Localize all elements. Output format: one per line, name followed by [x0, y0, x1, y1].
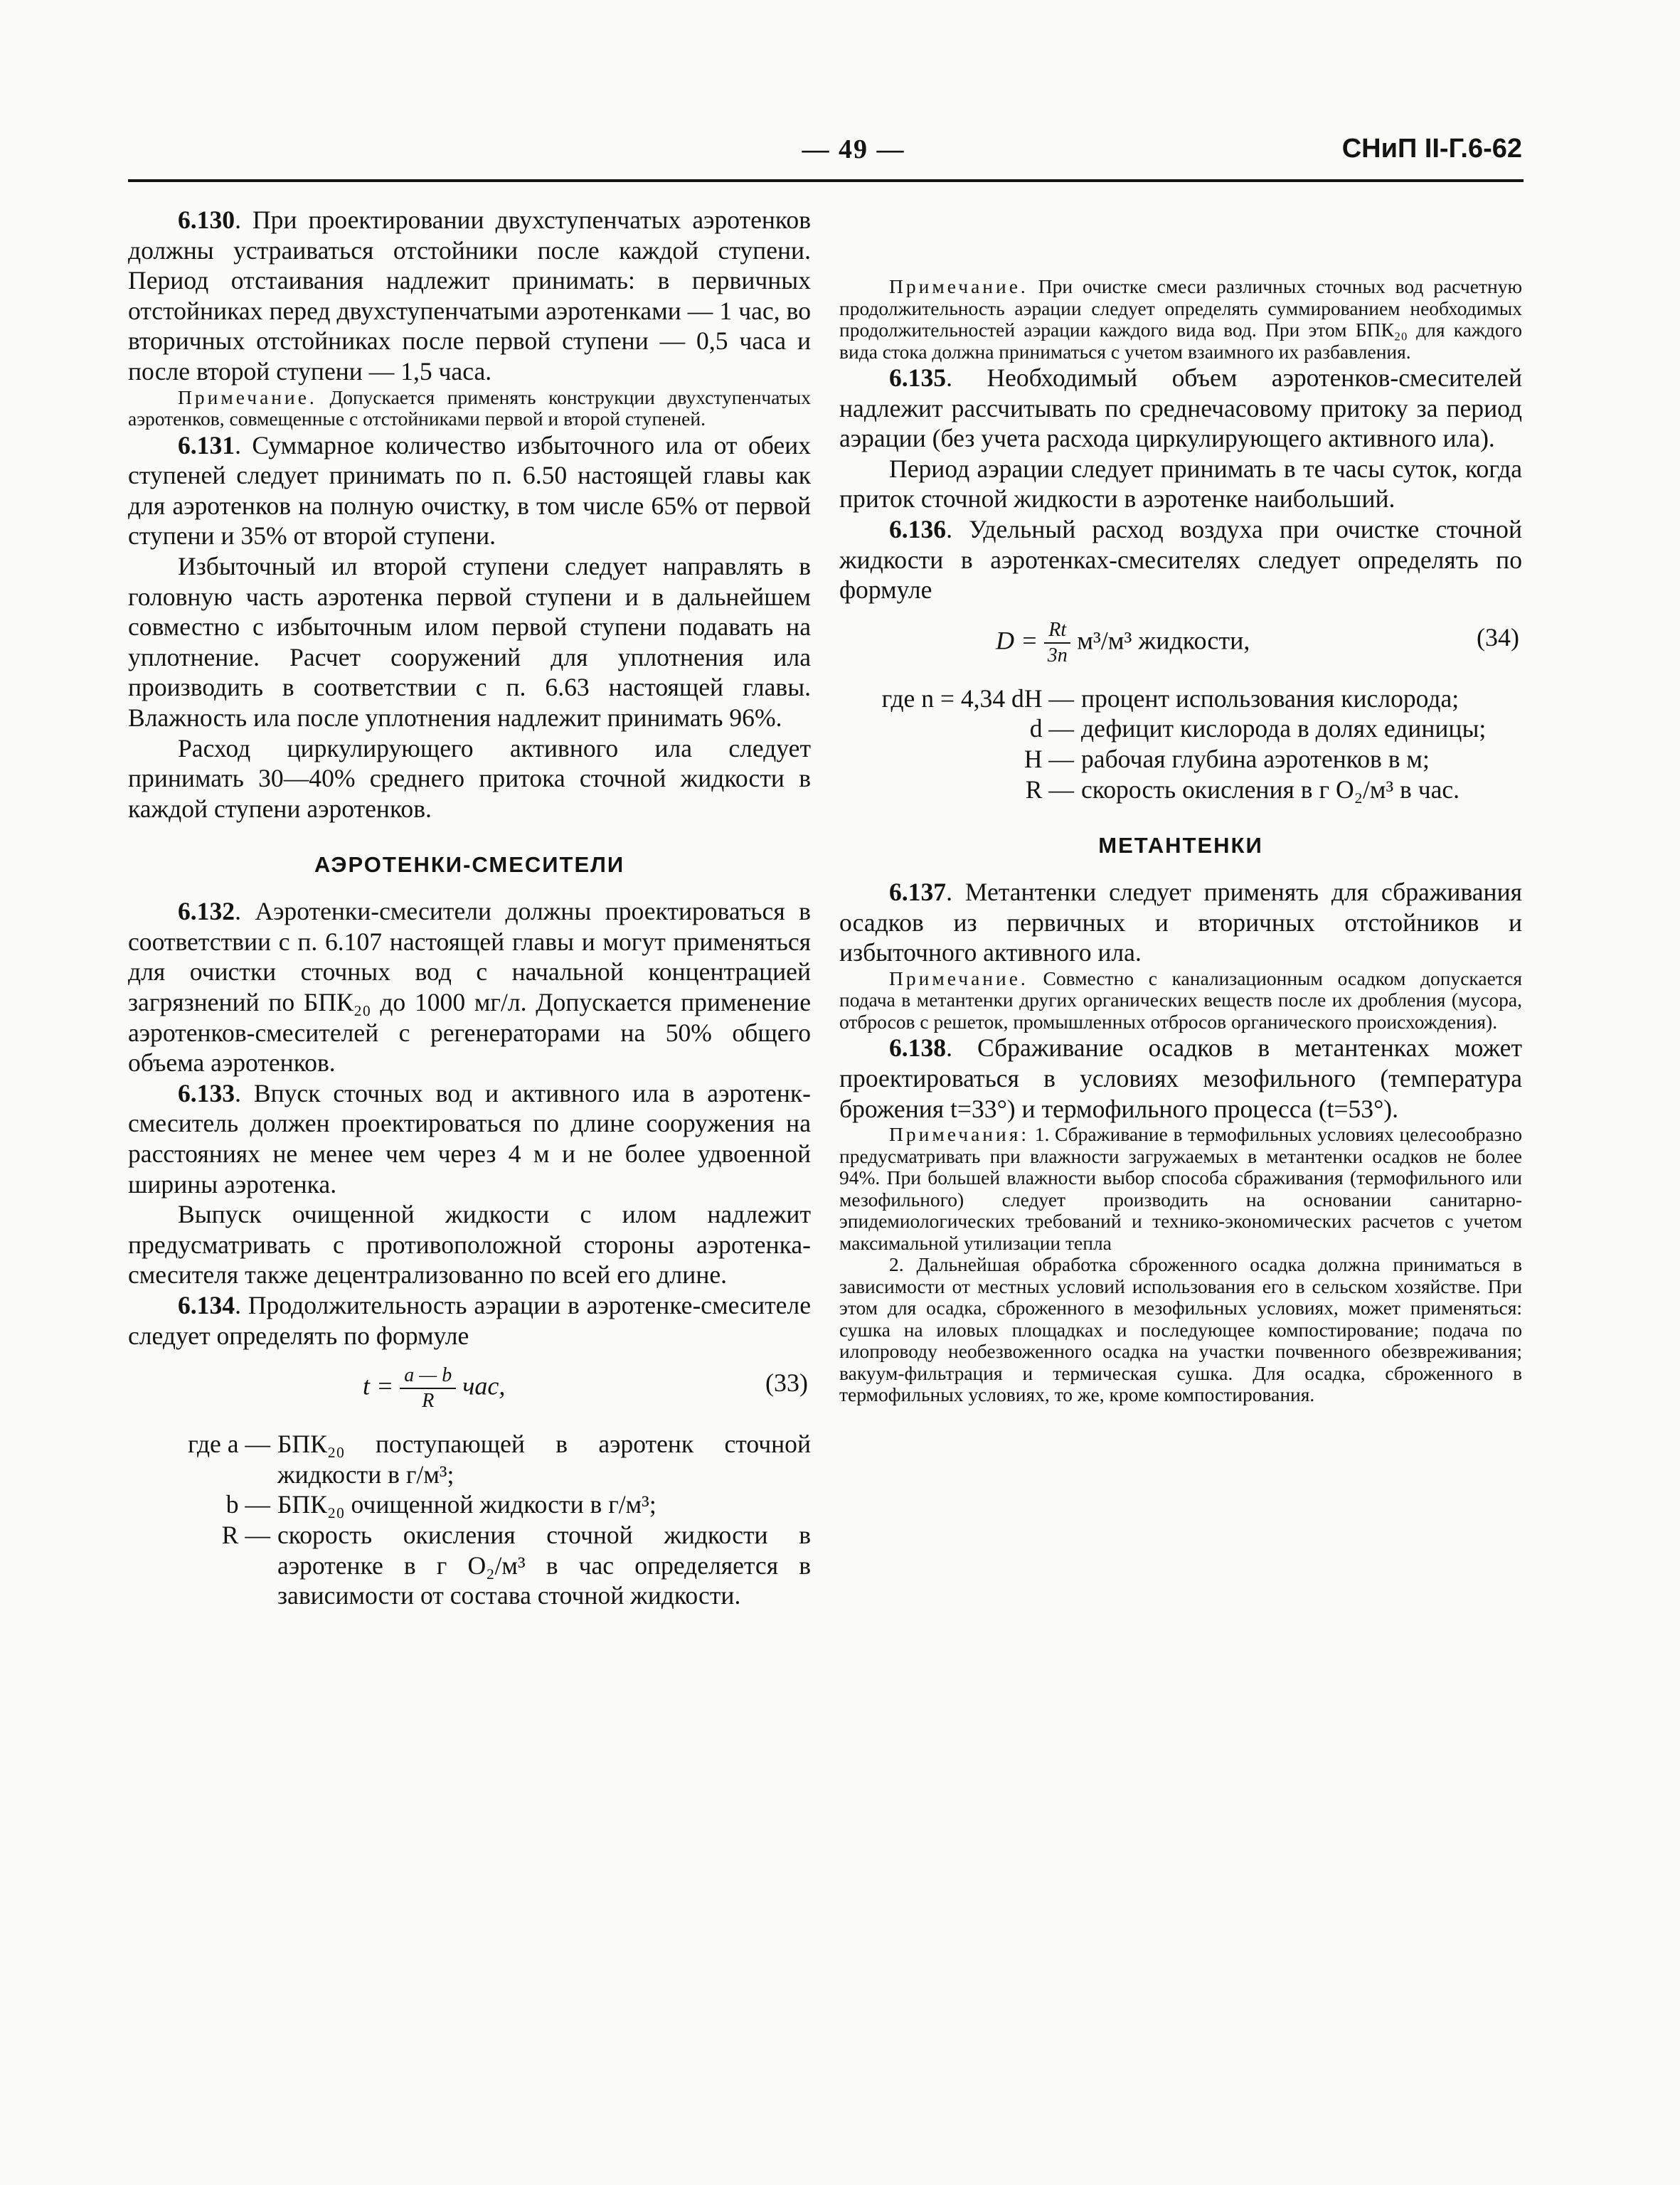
- note-6-137: [839, 968, 1522, 1033]
- note-label: Примечание.: [178, 386, 317, 408]
- clause-number: 6.137: [889, 878, 947, 907]
- definition-item: [128, 1520, 811, 1611]
- formula-number: (33): [765, 1368, 808, 1398]
- definition-text: БПК₂₀ поступающей в аэротенк сточной жидкости в г/м³;: [277, 1430, 811, 1489]
- right-column: [839, 205, 1522, 1406]
- clause-text: . Впуск сточных вод и активного ила в аэротенк-смеситель должен проектироваться по длине сооружения на расстояниях не менее чем через 4 м и не более удвоенной ширины аэротенка.: [128, 1078, 811, 1198]
- formula-lhs: t =: [363, 1371, 394, 1400]
- clause-6-133: [128, 1078, 811, 1199]
- formula-fraction: [400, 1363, 456, 1413]
- clause-6-134: [128, 1290, 811, 1351]
- clause-number: 6.130: [178, 206, 235, 234]
- clause-6-131: [128, 430, 811, 551]
- fraction-denominator: R: [422, 1390, 435, 1413]
- definition-text: рабочая глубина аэротенков в м;: [1081, 744, 1430, 773]
- page-number: — 49 —: [802, 134, 905, 164]
- fraction-numerator: Rt: [1044, 618, 1070, 644]
- section-heading-methane-tanks: МЕТАНТЕНКИ: [1098, 833, 1263, 858]
- definition-item: [128, 1429, 811, 1489]
- clause-number: 6.136: [889, 514, 947, 543]
- definition-symbol: b —: [225, 1490, 270, 1519]
- notes-6-138-item-2: 2. Дальнейшая обработка сброженного осадка должна приниматься в зависимости от местных условий использования его в сельском хозяйстве. При этом для осадка, сброженного в мезофильных условиях, может применяться: сушка на иловых площадках и последующее компостирование; подача по илопроводу необезвоженного осадка на участки почвенного обезвреживания; вакуум-фильтрация и термическая сушка. Для осадка, сброженного в термофильных условиях, то же, кроме компостирования.: [839, 1253, 1522, 1406]
- note-label: Примечание.: [889, 967, 1028, 989]
- formula-lhs: D =: [996, 626, 1038, 655]
- clause-6-136: [839, 514, 1522, 605]
- header-rule: [128, 179, 1524, 182]
- clause-6-131-para-3: Расход циркулирующего активного ила следует принимать 30—40% среднего притока сточной жидкости в каждой ступени аэротенков.: [128, 733, 811, 823]
- notes-6-138-item-1: [839, 1124, 1522, 1254]
- definition-text: БПК₂₀ очищенной жидкости в г/м³;: [277, 1490, 656, 1519]
- note-text: При очистке смеси различных сточных вод расчетную продолжительность аэрации следует определять суммированием необходимых продолжительностей аэрации каждого вида вод. При этом БПК₂₀ для каждого вида стока должна приниматься с учетом взаимного их разбавления.: [839, 275, 1522, 363]
- clause-6-135-para-2: Период аэрации следует принимать в те часы суток, когда приток сточной жидкости в аэротенке наибольший.: [839, 454, 1522, 514]
- clause-6-133-para-2: Выпуск очищенной жидкости с илом надлежит предусматривать с противоположной стороны аэротенка-смесителя также децентрализованно по всей его длине.: [128, 1200, 811, 1290]
- clause-6-132: [128, 896, 811, 1078]
- clause-text: . Метантенки следует применять для сбраживания осадков из первичных и вторичных отстойников и избыточного активного ила.: [839, 878, 1522, 967]
- clause-text: . Необходимый объем аэротенков-смесителей надлежит рассчитывать по среднечасовому притоку за период аэрации (без учета расхода циркулирующего активного ила).: [839, 363, 1522, 453]
- definition-text: скорость окисления сточной жидкости в аэротенке в г O₂/м³ в час определяется в зависимости от состава сточной жидкости.: [277, 1520, 811, 1610]
- clause-6-131-para-2: Избыточный ил второй ступени следует направлять в головную часть аэротенка первой ступени и в дальнейшем совместно с избыточным илом первой ступени подавать на уплотнение. Расчет сооружений для уплотнения ила производить в соответствии с п. 6.63 настоящей главы. Влажность ила после уплотнения надлежит принимать 96%.: [128, 551, 811, 732]
- clause-text: . Удельный расход воздуха при очистке сточной жидкости в аэротенках-смесителях следует определять по формуле: [839, 514, 1522, 605]
- clause-text: . При проектировании двухступенчатых аэротенков должны устраиваться отстойники после каждой ступени. Период отстаивания надлежит принимать: в первичных отстойниках перед двухступенчатыми аэротенками — 1 час, во вторичных отстойниках после первой ступени — 0,5 часа и после второй ступени — 1,5 часа.: [128, 206, 811, 386]
- note-6-130: [128, 387, 811, 430]
- left-column: [128, 205, 811, 1611]
- note-label: Примечание.: [889, 275, 1028, 297]
- formula-33-definitions: [128, 1429, 811, 1611]
- definition-item: [839, 713, 1522, 744]
- fraction-denominator: 3n: [1047, 644, 1068, 666]
- clause-number: 6.138: [889, 1033, 947, 1063]
- clause-6-130: [128, 205, 811, 387]
- fraction-numerator: a — b: [400, 1363, 456, 1389]
- definition-symbol: d —: [1029, 714, 1074, 743]
- clause-text: . Продолжительность аэрации в аэротенке-смесителе следует определять по формуле: [128, 1291, 811, 1350]
- clause-number: 6.135: [889, 363, 947, 392]
- clause-text: . Сбраживание осадков в метантенках может проектироваться в условиях мезофильного (температура брожения t=33°) и термофильного процесса (t=53°).: [839, 1033, 1522, 1123]
- formula-fraction: [1044, 618, 1070, 668]
- clause-6-135: [839, 363, 1522, 454]
- definition-item: [839, 744, 1522, 775]
- formula-expression: [363, 1363, 505, 1413]
- definition-item: [839, 775, 1522, 805]
- note-6-134: [839, 276, 1522, 363]
- note-text: 1. Сбраживание в термофильных условиях целесообразно предусматривать при влажности загружаемых в метантенки осадков не более 94%. При большей влажности выбор способа сбраживания (термофильного или мезофильного) следует производить на основании санитарно-эпидемиологических требований и технико-экономических расчетов с учетом максимальной утилизации тепла: [839, 1123, 1522, 1254]
- clause-text: . Суммарное количество избыточного ила от обеих ступеней следует принимать по п. 6.50 настоящей главы как для аэротенков на полную очистку, в том числе 65% от первой ступени и 35% от второй ступени.: [128, 430, 811, 551]
- document-code: СНиП II-Г.6-62: [1341, 134, 1522, 164]
- page-header: [128, 134, 1522, 176]
- formula-33: [128, 1351, 811, 1429]
- definition-symbol: R —: [221, 1520, 270, 1549]
- definition-item: [128, 1489, 811, 1520]
- clause-number: 6.133: [178, 1078, 235, 1107]
- clause-6-138: [839, 1033, 1522, 1124]
- formula-unit: м³/м³ жидкости,: [1077, 626, 1250, 655]
- definition-text: дефицит кислорода в долях единицы;: [1081, 714, 1487, 743]
- definition-symbol: где n = 4,34 dH —: [881, 684, 1074, 713]
- definition-text: процент использования кислорода;: [1081, 684, 1460, 713]
- formula-34-definitions: [839, 684, 1522, 804]
- definition-item: [839, 684, 1522, 714]
- formula-expression: [996, 618, 1250, 668]
- definition-symbol: где a —: [188, 1430, 270, 1459]
- note-text: Допускается применять конструкции двухступенчатых аэротенков, совмещенные с отстойниками первой и второй ступеней.: [128, 386, 811, 430]
- definition-symbol: R —: [1025, 775, 1074, 804]
- section-heading-aerotank-mixers: АЭРОТЕНКИ-СМЕСИТЕЛИ: [314, 852, 625, 878]
- definition-text: скорость окисления в г O₂/м³ в час.: [1081, 775, 1460, 804]
- clause-6-137: [839, 877, 1522, 968]
- note-label: Примечания:: [889, 1123, 1030, 1146]
- note-text: Совместно с канализационным осадком допускается подача в метантенки других органических веществ после их дробления (мусора, отбросов с решеток, промышленных отбросов органического происхождения).: [839, 967, 1522, 1033]
- clause-number: 6.134: [178, 1291, 235, 1319]
- formula-34: [839, 605, 1522, 684]
- clause-number: 6.131: [178, 430, 235, 459]
- definition-symbol: H —: [1024, 744, 1074, 773]
- clause-text: . Аэротенки-смесители должны проектироваться в соответствии с п. 6.107 настоящей главы и могут применяться для очистки сточных вод с начальной концентрацией загрязнений по БПК₂₀ до 1000 мг/л. Допускается применение аэротенков-смесителей с регенераторами на 50% общего объема аэротенков.: [128, 897, 811, 1078]
- clause-number: 6.132: [178, 897, 235, 926]
- formula-number: (34): [1477, 622, 1519, 652]
- formula-unit: час,: [462, 1371, 506, 1400]
